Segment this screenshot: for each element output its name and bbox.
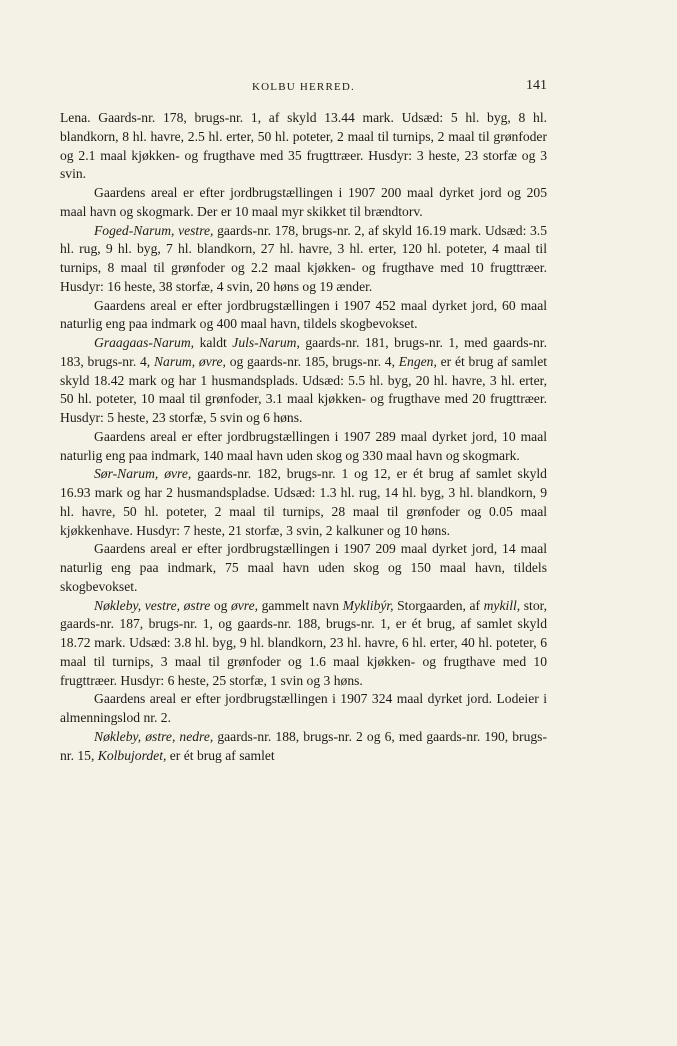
italic-text: mykill, (483, 597, 521, 613)
text-run: og gaards-nr. 185, brugs-nr. 4, (225, 353, 399, 369)
italic-text: Nøkleby, vestre, østre (94, 597, 211, 613)
italic-text: Foged-Narum, vestre, (94, 222, 214, 238)
paragraph (60, 184, 547, 222)
text-run: Gaardens areal er efter jordbrugstællingen i 1907 200 maal dyrket jord og 205 maal havn og skogmark. Der er 10 maal myr skikket til brændtorv. (60, 185, 547, 219)
text-run: kaldt (194, 335, 233, 350)
text-run: Storgaarden, af (393, 597, 484, 613)
paragraph (60, 428, 547, 466)
text-run: Gaardens areal er efter jordbrugstællingen i 1907 209 maal dyrket jord, 14 maal naturlig eng paa indmark, 75 maal havn uden skog og 150 maal havn, tildels skogbevokset. (60, 541, 547, 594)
text-run: gaards-nr. 181, brugs-nr. 1, med gaards-nr. 183, brugs-nr. 4, (60, 335, 547, 369)
paragraph (60, 465, 547, 540)
text-run: gaards-nr. 178, brugs-nr. 2, af skyld 16.19 mark. Udsæd: 3.5 hl. rug, 9 hl. byg, 7 hl. blandkorn, 27 hl. havre, 3 hl. erter, 120 hl. poteter, 4 maal til turnips, 8 maal til grønfoder og 2.2 maal kjøkken- og frugthave med 10 frugttræer. Husdyr: 16 heste, 38 storfæ, 4 svin, 20 høns og 19 ænder. (60, 222, 548, 294)
italic-text: Sør-Narum, øvre, (94, 466, 192, 482)
text-run: gaards-nr. 188, brugs-nr. 2 og 6, med gaards-nr. 190, brugs-nr. 15, (60, 728, 547, 763)
italic-text: Kolbujordet, (97, 747, 167, 763)
italic-text: Graagaas-Narum, (94, 335, 195, 350)
italic-text: Narum, øvre, (153, 353, 226, 369)
text-run: Gaardens areal er efter jordbrugstællingen i 1907 324 maal dyrket jord. Lodeier i almenningslod nr. 2. (60, 691, 547, 725)
italic-text: Myklibýr, (342, 597, 394, 613)
paragraph (60, 297, 547, 335)
paragraph (60, 597, 547, 691)
italic-text: Juls-Narum, (232, 335, 300, 350)
text-run: Lena. Gaards-nr. 178, brugs-nr. 1, af skyld 13.44 mark. Udsæd: 5 hl. byg, 8 hl. blandkorn, 8 hl. havre, 2.5 hl. erter, 50 hl. poteter, 2 maal til turnips, 2 maal til grønfoder og 2.1 maal kjøkken- og frugthave med 35 frugttræer. Husdyr: 3 heste, 23 storfæ og 3 svin. (60, 110, 547, 182)
paragraph (60, 728, 547, 766)
text-run: Gaardens areal er efter jordbrugstællingen i 1907 452 maal dyrket jord, 60 maal naturlig eng paa indmark og 400 maal havn, tildels skogbevokset. (60, 297, 547, 332)
text-run: er ét brug af samlet skyld 18.42 mark og har 1 husmandsplads. Udsæd: 5.5 hl. byg, 20 hl. havre, 3 hl. erter, 50 hl. poteter, 10 maal til grønfoder, 3.1 maal kjøkken- og frugthave med 20 frugttræer. Husdyr: 5 heste, 23 storfæ, 5 svin og 6 høns. (60, 353, 548, 425)
italic-text: Engen, (398, 353, 437, 369)
running-title: KOLBU HERRED. (252, 81, 355, 93)
text-run: gaards-nr. 182, brugs-nr. 1 og 12, er ét brug af samlet skyld 16.93 mark og har 2 husmandspladse. Udsæd: 1.3 hl. rug, 14 hl. byg, 3 hl. blandkorn, 9 hl. havre, 50 hl. poteter, 2 maal til turnips, 28 maal til grønfoder og 0.05 maal kjøkkenhave. Husdyr: 7 heste, 21 storfæ, 3 svin, 2 kalkuner og 10 høns. (60, 466, 547, 538)
italic-text: Nøkleby, østre, nedre, (94, 728, 214, 744)
text-run: og (210, 597, 231, 613)
paragraph (60, 334, 547, 428)
paragraph (60, 540, 547, 596)
paragraph (60, 109, 547, 184)
text-run: gammelt navn (258, 597, 343, 613)
paragraph (60, 222, 547, 297)
text-run: Gaardens areal er efter jordbrugstællingen i 1907 289 maal dyrket jord, 10 maal naturlig eng paa indmark, 140 maal havn uden skog og 330 maal havn og skogmark. (60, 428, 547, 463)
paragraph (60, 690, 547, 728)
page-number: 141 (526, 78, 547, 93)
text-run: stor, gaards-nr. 187, brugs-nr. 1, og gaards-nr. 188, brugs-nr. 1, er ét brug, af samlet skyld 18.72 mark. Udsæd: 3.8 hl. byg, 9 hl. blandkorn, 23 hl. havre, 6 hl. erter, 40 hl. poteter, 6 maal til turnips, 3 maal til grønfoder og 1.6 maal kjøkken- og frugthave med 10 frugttræer. Husdyr: 6 heste, 25 storfæ, 1 svin og 3 høns. (60, 597, 547, 688)
text-run: er ét brug af samlet (166, 747, 275, 763)
italic-text: øvre, (230, 597, 259, 613)
body-text (60, 109, 547, 765)
page-header (60, 78, 547, 98)
